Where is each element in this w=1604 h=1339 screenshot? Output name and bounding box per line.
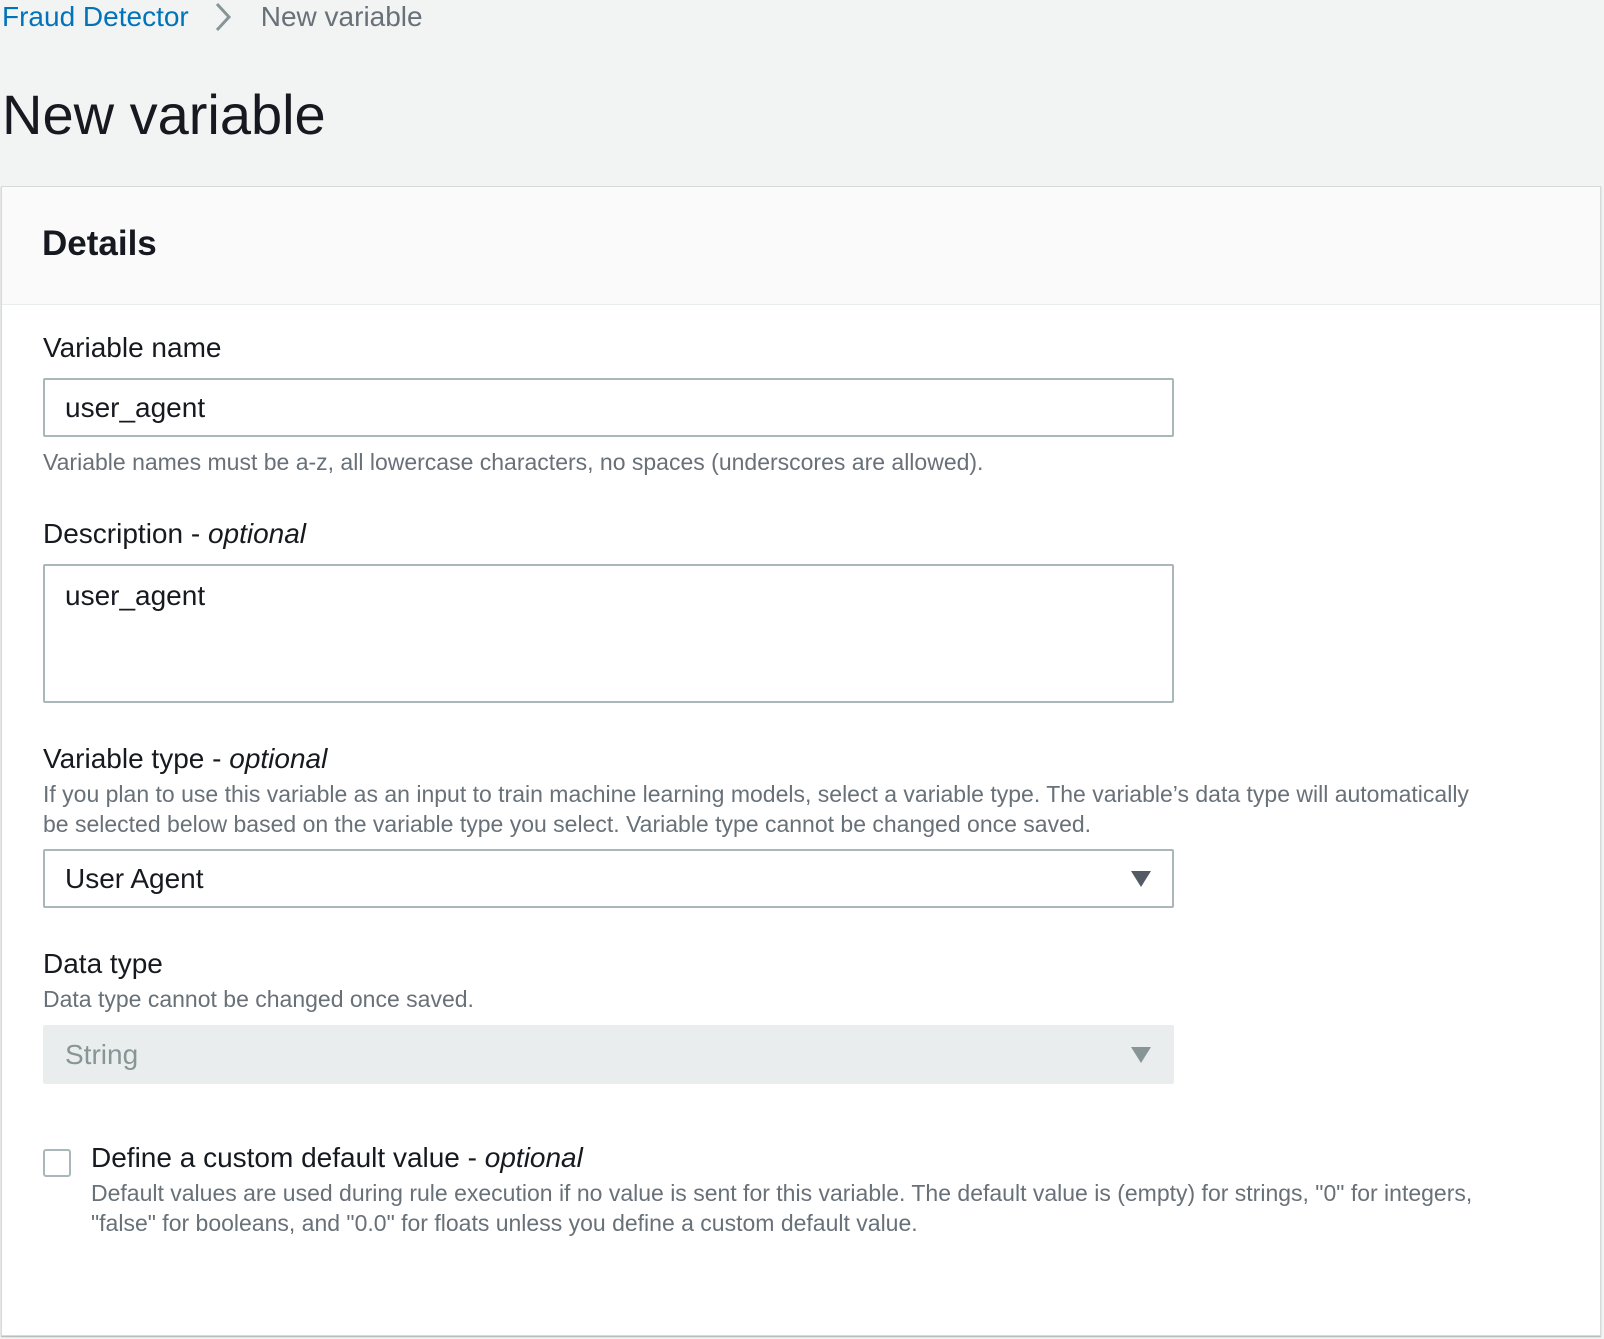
caret-down-icon xyxy=(1130,1046,1152,1064)
description-label-text: Description - xyxy=(43,518,208,549)
data-type-selected: String xyxy=(65,1038,139,1070)
variable-type-label xyxy=(43,741,327,777)
details-panel xyxy=(1,186,1601,1336)
details-panel-header xyxy=(2,187,1600,305)
details-heading: Details xyxy=(42,224,157,263)
variable-name-input[interactable] xyxy=(43,378,1174,437)
caret-down-icon xyxy=(1130,870,1152,888)
custom-default-value-label-text: Define a custom default value - xyxy=(91,1142,485,1173)
custom-default-value-help: Default values are used during rule execution if no value is sent for this variable. The default value is (empty) for strings, "0" for integers, "false" for booleans, and "0.0" for floats unless you define a custom default value. xyxy=(91,1180,1473,1236)
description-label xyxy=(43,516,306,552)
page-title: New variable xyxy=(2,83,326,146)
chevron-right-icon xyxy=(211,0,237,34)
data-type-help: Data type cannot be changed once saved. xyxy=(43,986,474,1012)
variable-name-value: user_agent xyxy=(65,391,206,423)
variable-name-help: Variable names must be a-z, all lowercase characters, no spaces (underscores are allowed). xyxy=(43,449,984,475)
variable-type-help: If you plan to use this variable as an input to train machine learning models, select a variable type. The variable’s data type will automatically be selected below based on the variable type you select. Variable type cannot be changed once saved. xyxy=(43,781,1469,837)
custom-default-value-label[interactable] xyxy=(91,1140,583,1176)
variable-type-selected: User Agent xyxy=(65,862,204,894)
data-type-select xyxy=(43,1025,1174,1084)
variable-type-select[interactable] xyxy=(43,849,1174,908)
description-textarea[interactable] xyxy=(43,564,1174,703)
custom-default-value-checkbox[interactable] xyxy=(43,1149,71,1177)
variable-type-label-text: Variable type - xyxy=(43,743,230,774)
variable-name-label: Variable name xyxy=(43,332,222,363)
data-type-label: Data type xyxy=(43,948,163,979)
custom-default-value-optional: optional xyxy=(484,1142,583,1173)
variable-type-optional: optional xyxy=(229,743,328,774)
breadcrumb-current: New variable xyxy=(260,1,423,32)
breadcrumb-link-fraud-detector[interactable]: Fraud Detector xyxy=(2,1,189,32)
breadcrumb xyxy=(2,0,423,34)
description-optional: optional xyxy=(207,518,307,549)
description-value: user_agent xyxy=(65,580,206,611)
